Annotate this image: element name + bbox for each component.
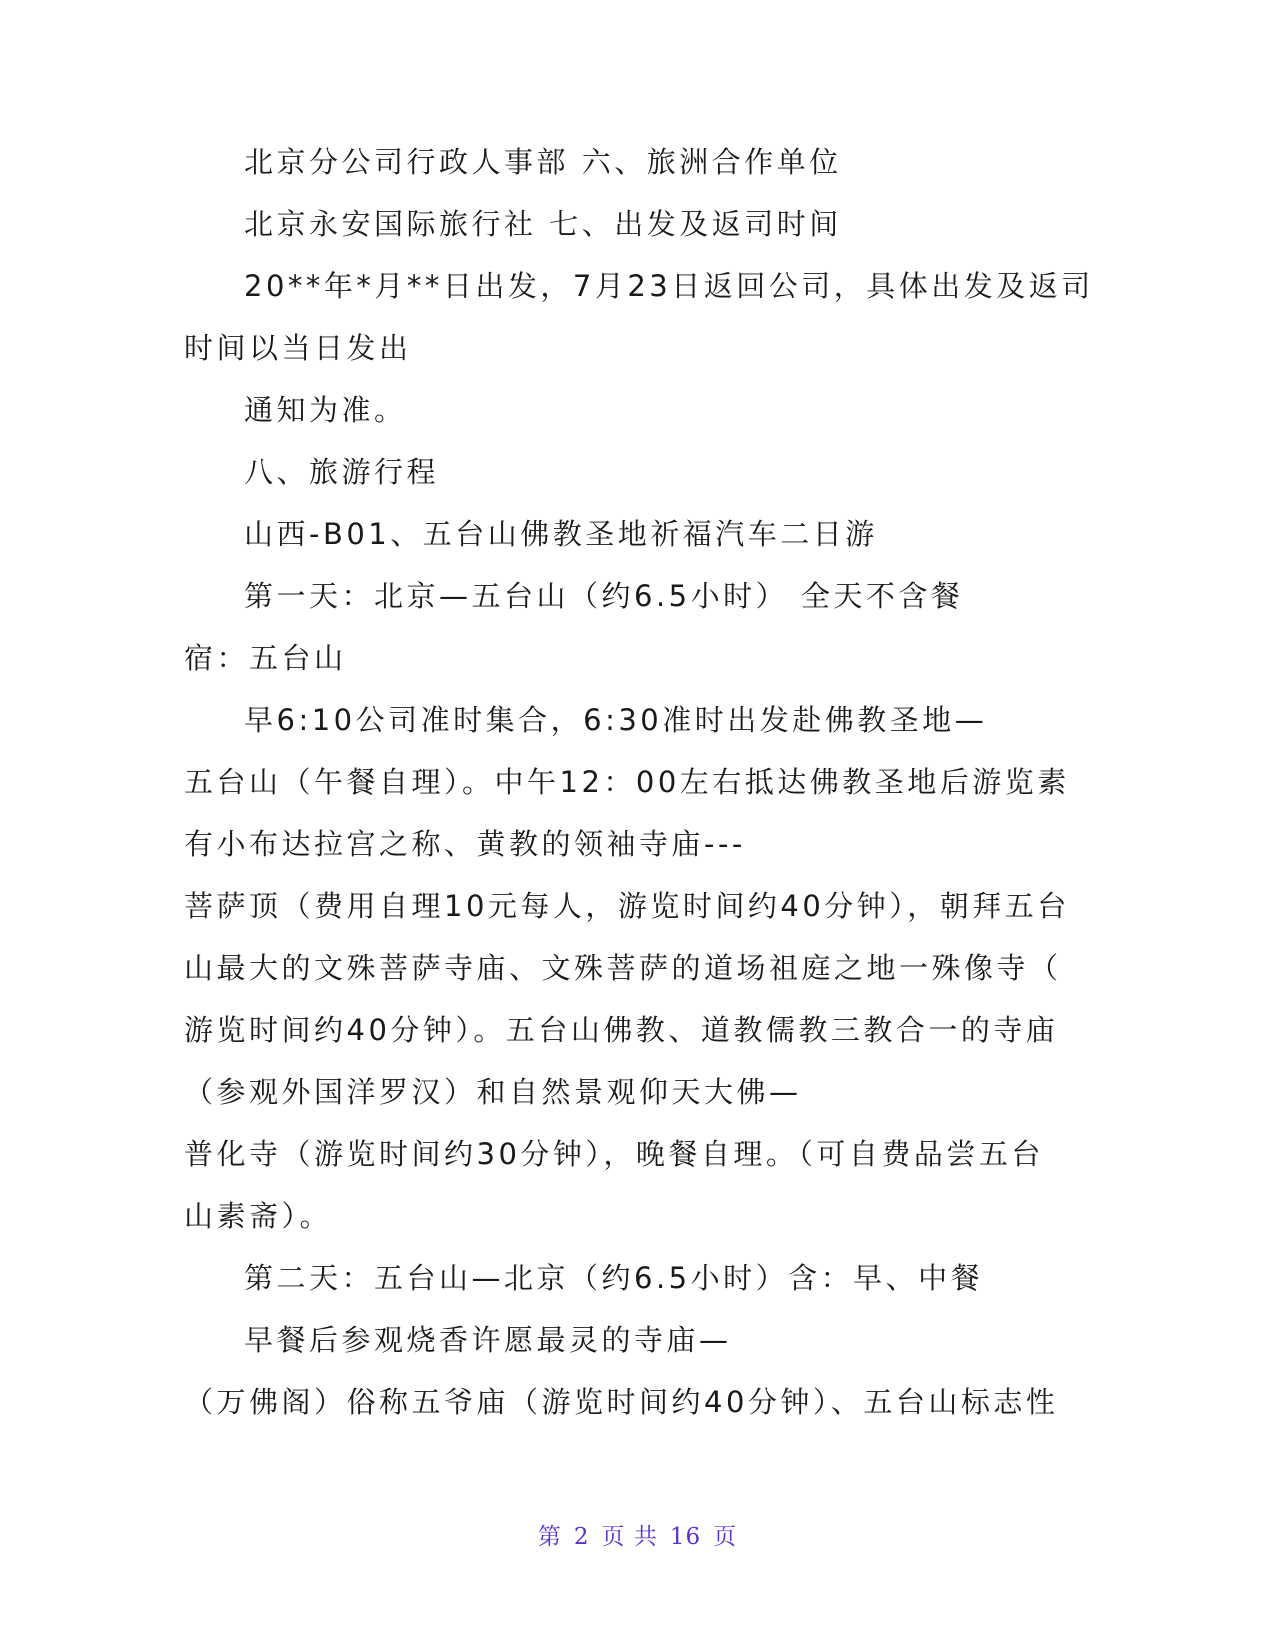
text-line: 早餐后参观烧香许愿最灵的寺庙— [244, 1323, 732, 1357]
text-line: 山素斋）。 [184, 1199, 333, 1233]
text-line: 早6:10公司准时集合，6:30准时出发赴佛教圣地— [244, 703, 988, 737]
page-footer [0, 1518, 1275, 1551]
text-line: 宿：五台山 [184, 641, 347, 675]
text-line: 菩萨顶（费用自理10元每人，游览时间约40分钟），朝拜五台 [184, 889, 1070, 923]
text-line: 20**年*月**日出发，7月23日返回公司，具体出发及返司 [244, 269, 1094, 303]
day-one-heading: 第一天：北京—五台山（约6.5小时） 全天不含餐 [244, 579, 964, 613]
footer-middle: 页 共 [601, 1524, 658, 1550]
text-line: 北京永安国际旅行社 七、出发及返司时间 [244, 207, 842, 241]
text-line: 有小布达拉宫之称、黄教的领袖寺庙--- [184, 827, 746, 861]
text-line: （万佛阁）俗称五爷庙（游览时间约40分钟）、五台山标志性 [184, 1385, 1059, 1419]
section-heading: 八、旅游行程 [244, 455, 440, 489]
text-line: 时间以当日发出 [184, 331, 412, 365]
footer-suffix: 页 [713, 1524, 738, 1550]
text-line: 山最大的文殊菩萨寺庙、文殊菩萨的道场祖庭之地一殊像寺（ [184, 951, 1062, 985]
tour-title: 山西-B01、五台山佛教圣地祈福汽车二日游 [244, 517, 878, 551]
text-line: 游览时间约40分钟）。五台山佛教、道教儒教三教合一的寺庙 [184, 1013, 1059, 1047]
text-line: 北京分公司行政人事部 六、旅洲合作单位 [244, 145, 842, 179]
text-line: 五台山（午餐自理）。中午12：00左右抵达佛教圣地后游览素 [184, 765, 1070, 799]
text-line: 通知为准。 [244, 393, 407, 427]
text-line: （参观外国洋罗汉）和自然景观仰天大佛— [184, 1075, 802, 1109]
footer-total-pages: 16 [669, 1524, 702, 1550]
day-two-heading: 第二天：五台山—北京（约6.5小时）含：早、中餐 [244, 1261, 984, 1295]
footer-current-page: 2 [573, 1524, 590, 1550]
footer-prefix: 第 [537, 1524, 562, 1550]
text-line: 普化寺（游览时间约30分钟），晚餐自理。（可自费品尝五台 [184, 1137, 1044, 1171]
